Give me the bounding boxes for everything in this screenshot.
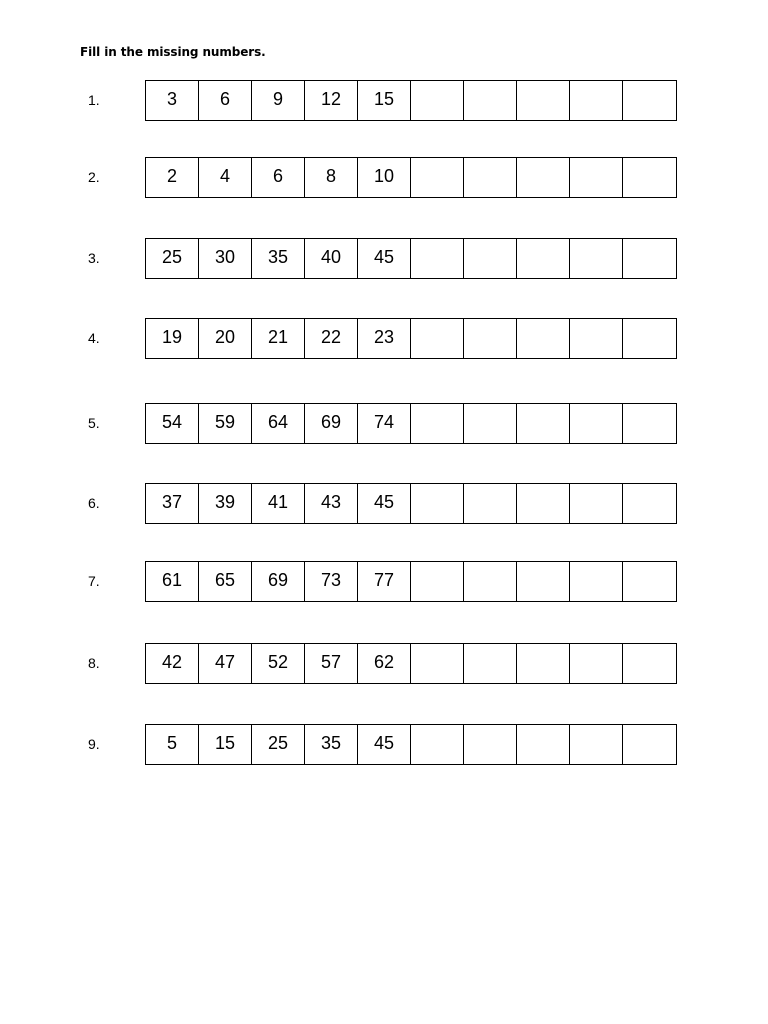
sequence-box-blank[interactable]	[410, 80, 464, 121]
problem-6	[0, 483, 768, 524]
sequence-box-blank[interactable]	[516, 483, 570, 524]
sequence-box-given: 69	[251, 561, 305, 602]
sequence-box-blank[interactable]	[622, 561, 677, 602]
sequence-box-blank[interactable]	[516, 643, 570, 684]
sequence-box-blank[interactable]	[622, 238, 677, 279]
number-sequence-row	[145, 238, 685, 279]
number-sequence-row	[145, 643, 685, 684]
sequence-box-given: 23	[357, 318, 411, 359]
problem-number: 2.	[88, 169, 100, 185]
sequence-box-blank[interactable]	[410, 318, 464, 359]
sequence-box-blank[interactable]	[569, 403, 623, 444]
sequence-box-given: 59	[198, 403, 252, 444]
problem-7	[0, 561, 768, 602]
sequence-box-given: 47	[198, 643, 252, 684]
sequence-box-given: 45	[357, 483, 411, 524]
problem-2	[0, 157, 768, 198]
sequence-box-given: 40	[304, 238, 358, 279]
number-sequence-row	[145, 561, 685, 602]
sequence-box-blank[interactable]	[516, 157, 570, 198]
problem-number: 5.	[88, 415, 100, 431]
problem-number: 6.	[88, 495, 100, 511]
sequence-box-blank[interactable]	[622, 724, 677, 765]
problem-number: 4.	[88, 330, 100, 346]
sequence-box-blank[interactable]	[463, 483, 517, 524]
sequence-box-blank[interactable]	[463, 238, 517, 279]
sequence-box-given: 9	[251, 80, 305, 121]
sequence-box-given: 37	[145, 483, 199, 524]
number-sequence-row	[145, 724, 685, 765]
sequence-box-blank[interactable]	[622, 157, 677, 198]
sequence-box-given: 45	[357, 724, 411, 765]
sequence-box-given: 57	[304, 643, 358, 684]
sequence-box-given: 41	[251, 483, 305, 524]
sequence-box-given: 64	[251, 403, 305, 444]
sequence-box-blank[interactable]	[569, 318, 623, 359]
problem-3	[0, 238, 768, 279]
sequence-box-blank[interactable]	[622, 318, 677, 359]
sequence-box-given: 25	[251, 724, 305, 765]
sequence-box-given: 20	[198, 318, 252, 359]
sequence-box-given: 22	[304, 318, 358, 359]
instructions-heading: Fill in the missing numbers.	[80, 45, 266, 59]
sequence-box-blank[interactable]	[569, 157, 623, 198]
sequence-box-blank[interactable]	[569, 483, 623, 524]
sequence-box-blank[interactable]	[516, 724, 570, 765]
sequence-box-given: 12	[304, 80, 358, 121]
number-sequence-row	[145, 157, 685, 198]
sequence-box-given: 6	[251, 157, 305, 198]
problem-number: 1.	[88, 92, 100, 108]
sequence-box-blank[interactable]	[622, 643, 677, 684]
sequence-box-given: 25	[145, 238, 199, 279]
sequence-box-given: 6	[198, 80, 252, 121]
problem-number: 9.	[88, 736, 100, 752]
sequence-box-blank[interactable]	[463, 403, 517, 444]
sequence-box-given: 21	[251, 318, 305, 359]
sequence-box-blank[interactable]	[410, 483, 464, 524]
sequence-box-given: 2	[145, 157, 199, 198]
sequence-box-blank[interactable]	[516, 80, 570, 121]
sequence-box-given: 35	[304, 724, 358, 765]
sequence-box-blank[interactable]	[410, 403, 464, 444]
problem-number: 7.	[88, 573, 100, 589]
sequence-box-blank[interactable]	[410, 561, 464, 602]
sequence-box-given: 30	[198, 238, 252, 279]
sequence-box-blank[interactable]	[516, 561, 570, 602]
problem-number: 8.	[88, 655, 100, 671]
problem-number: 3.	[88, 250, 100, 266]
sequence-box-blank[interactable]	[410, 724, 464, 765]
sequence-box-given: 62	[357, 643, 411, 684]
sequence-box-given: 77	[357, 561, 411, 602]
sequence-box-blank[interactable]	[463, 80, 517, 121]
problem-9	[0, 724, 768, 765]
sequence-box-given: 19	[145, 318, 199, 359]
sequence-box-blank[interactable]	[410, 238, 464, 279]
sequence-box-given: 65	[198, 561, 252, 602]
sequence-box-blank[interactable]	[463, 724, 517, 765]
problem-4	[0, 318, 768, 359]
sequence-box-given: 8	[304, 157, 358, 198]
sequence-box-given: 43	[304, 483, 358, 524]
sequence-box-given: 35	[251, 238, 305, 279]
problem-1	[0, 80, 768, 121]
sequence-box-given: 45	[357, 238, 411, 279]
sequence-box-blank[interactable]	[569, 643, 623, 684]
sequence-box-blank[interactable]	[463, 157, 517, 198]
sequence-box-blank[interactable]	[569, 724, 623, 765]
sequence-box-blank[interactable]	[463, 643, 517, 684]
sequence-box-blank[interactable]	[622, 403, 677, 444]
sequence-box-blank[interactable]	[463, 318, 517, 359]
sequence-box-given: 4	[198, 157, 252, 198]
sequence-box-given: 15	[198, 724, 252, 765]
sequence-box-given: 3	[145, 80, 199, 121]
sequence-box-blank[interactable]	[569, 561, 623, 602]
problem-8	[0, 643, 768, 684]
sequence-box-given: 42	[145, 643, 199, 684]
sequence-box-given: 5	[145, 724, 199, 765]
sequence-box-given: 73	[304, 561, 358, 602]
sequence-box-given: 69	[304, 403, 358, 444]
number-sequence-row	[145, 80, 685, 121]
sequence-box-given: 74	[357, 403, 411, 444]
sequence-box-blank[interactable]	[569, 80, 623, 121]
sequence-box-blank[interactable]	[463, 561, 517, 602]
sequence-box-given: 10	[357, 157, 411, 198]
sequence-box-blank[interactable]	[622, 80, 677, 121]
problem-5	[0, 403, 768, 444]
sequence-box-blank[interactable]	[410, 157, 464, 198]
sequence-box-given: 52	[251, 643, 305, 684]
sequence-box-given: 15	[357, 80, 411, 121]
sequence-box-blank[interactable]	[569, 238, 623, 279]
sequence-box-given: 39	[198, 483, 252, 524]
sequence-box-blank[interactable]	[622, 483, 677, 524]
number-sequence-row	[145, 483, 685, 524]
sequence-box-given: 54	[145, 403, 199, 444]
sequence-box-blank[interactable]	[516, 318, 570, 359]
number-sequence-row	[145, 318, 685, 359]
sequence-box-given: 61	[145, 561, 199, 602]
sequence-box-blank[interactable]	[410, 643, 464, 684]
sequence-box-blank[interactable]	[516, 403, 570, 444]
sequence-box-blank[interactable]	[516, 238, 570, 279]
number-sequence-row	[145, 403, 685, 444]
